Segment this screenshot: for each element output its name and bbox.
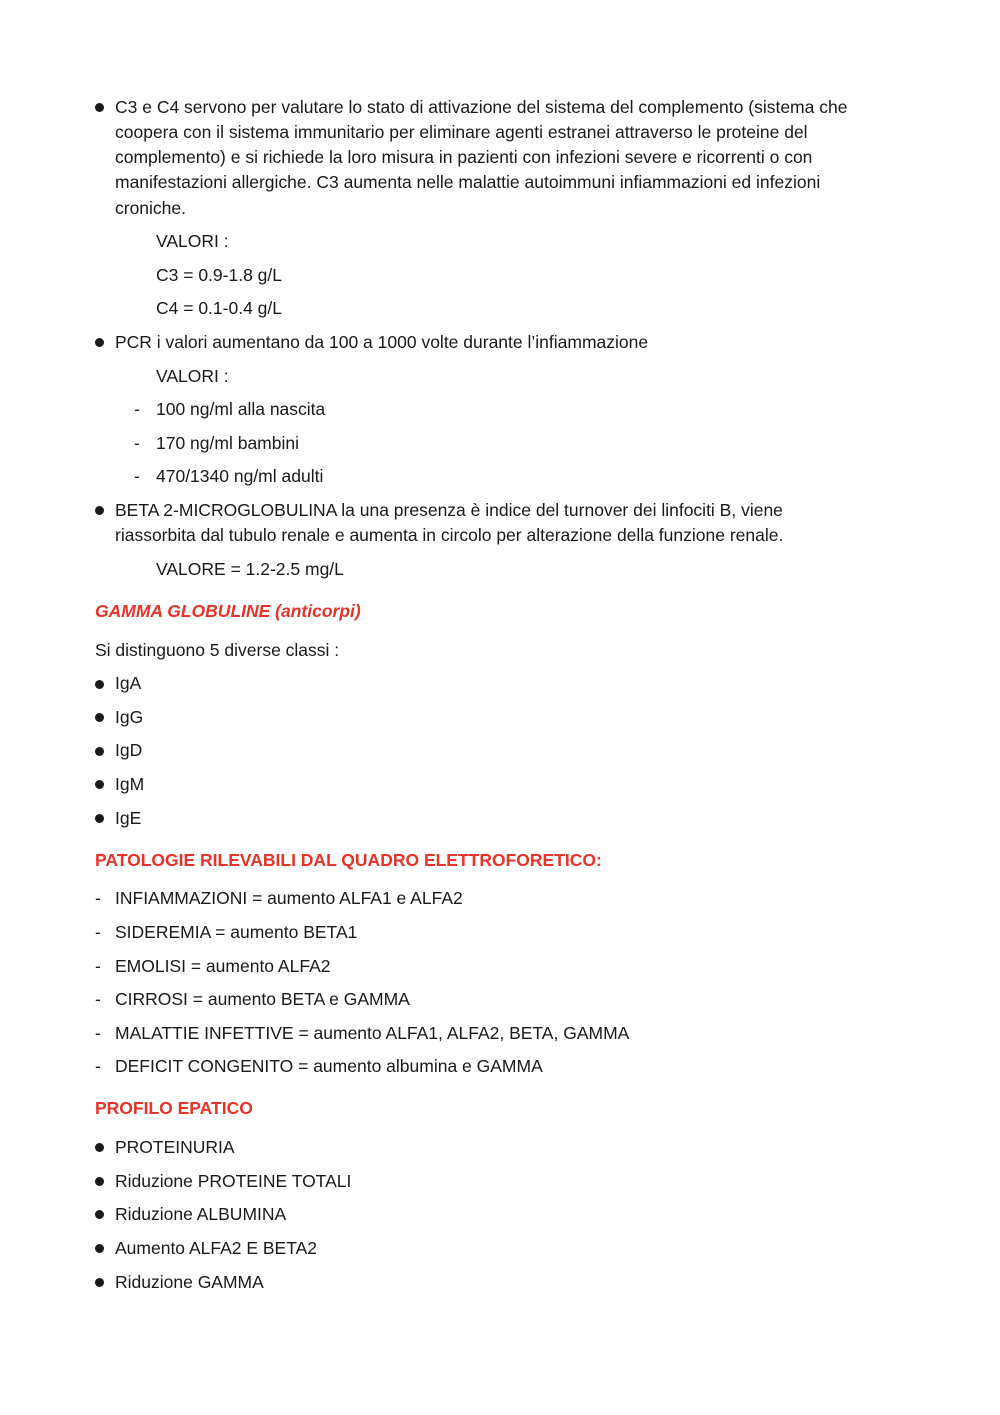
gamma-class-5: IgE [115, 808, 142, 828]
pcr-text: PCR i valori aumentano da 100 a 1000 volte durante l’infiammazione [115, 332, 649, 352]
c3c4-line-5: croniche. [115, 198, 187, 218]
dash-icon: - [95, 1056, 101, 1076]
profilo-item-2: Riduzione PROTEINE TOTALI [115, 1171, 352, 1191]
bullet-icon [95, 780, 104, 789]
bullet-icon [95, 1244, 104, 1253]
bullet-icon [95, 747, 104, 756]
patologie-item-3: EMOLISI = aumento ALFA2 [115, 956, 331, 976]
bullet-icon [95, 338, 104, 347]
c3c4-line-1: C3 e C4 servono per valutare lo stato di attivazione del sistema del complemento (sistema che [115, 97, 848, 117]
profilo-item-4: Aumento ALFA2 E BETA2 [115, 1238, 318, 1258]
profilo-item-3: Riduzione ALBUMINA [115, 1204, 287, 1224]
patologie-heading: PATOLOGIE RILEVABILI DAL QUADRO ELETTROFORETICO: [95, 850, 602, 870]
bullet-icon [95, 680, 104, 689]
pcr-item-1: 100 ng/ml alla nascita [156, 399, 326, 419]
dash-icon: - [95, 989, 101, 1009]
gamma-class-3: IgD [115, 740, 143, 760]
profilo-item-5: Riduzione GAMMA [115, 1272, 264, 1292]
gamma-class-1: IgA [115, 673, 142, 693]
bullet-icon [95, 1278, 104, 1287]
profilo-item-1: PROTEINURIA [115, 1137, 235, 1157]
c3c4-values-label: VALORI : [156, 231, 229, 251]
bullet-icon [95, 1177, 104, 1186]
c3-value: C3 = 0.9-1.8 g/L [156, 265, 282, 285]
dash-icon: - [95, 888, 101, 908]
beta2-value: VALORE = 1.2-2.5 mg/L [156, 559, 344, 579]
dash-icon: - [95, 956, 101, 976]
bullet-icon [95, 103, 104, 112]
patologie-item-1: INFIAMMAZIONI = aumento ALFA1 e ALFA2 [115, 888, 463, 908]
gamma-class-4: IgM [115, 774, 145, 794]
c4-value: C4 = 0.1-0.4 g/L [156, 298, 282, 318]
patologie-item-6: DEFICIT CONGENITO = aumento albumina e GAMMA [115, 1056, 543, 1076]
profilo-heading: PROFILO EPATICO [95, 1098, 253, 1118]
dash-icon: - [134, 399, 140, 419]
bullet-icon [95, 506, 104, 515]
c3c4-line-2: coopera con il sistema immunitario per eliminare agenti estranei attraverso le proteine del [115, 122, 808, 142]
pcr-values-label: VALORI : [156, 366, 229, 386]
pcr-item-2: 170 ng/ml bambini [156, 433, 299, 453]
bullet-icon [95, 814, 104, 823]
gamma-heading: GAMMA GLOBULINE (anticorpi) [95, 601, 361, 621]
bullet-icon [95, 1143, 104, 1152]
beta2-line-1: BETA 2-MICROGLOBULINA la una presenza è indice del turnover dei linfociti B, viene [115, 500, 783, 520]
patologie-item-2: SIDEREMIA = aumento BETA1 [115, 922, 358, 942]
beta2-line-2: riassorbita dal tubulo renale e aumenta in circolo per alterazione della funzione renale. [115, 525, 784, 545]
dash-icon: - [134, 466, 140, 486]
bullet-icon [95, 1210, 104, 1219]
dash-icon: - [134, 433, 140, 453]
c3c4-line-4: manifestazioni allergiche. C3 aumenta nelle malattie autoimmuni infiammazioni ed infezioni [115, 172, 821, 192]
patologie-item-5: MALATTIE INFETTIVE = aumento ALFA1, ALFA2, BETA, GAMMA [115, 1023, 630, 1043]
gamma-intro: Si distinguono 5 diverse classi : [95, 640, 340, 660]
c3c4-line-3: complemento) e si richiede la loro misura in pazienti con infezioni severe e ricorrenti o con [115, 147, 813, 167]
patologie-item-4: CIRROSI = aumento BETA e GAMMA [115, 989, 410, 1009]
dash-icon: - [95, 922, 101, 942]
bullet-icon [95, 713, 104, 722]
gamma-class-2: IgG [115, 707, 144, 727]
pcr-item-3: 470/1340 ng/ml adulti [156, 466, 324, 486]
dash-icon: - [95, 1023, 101, 1043]
